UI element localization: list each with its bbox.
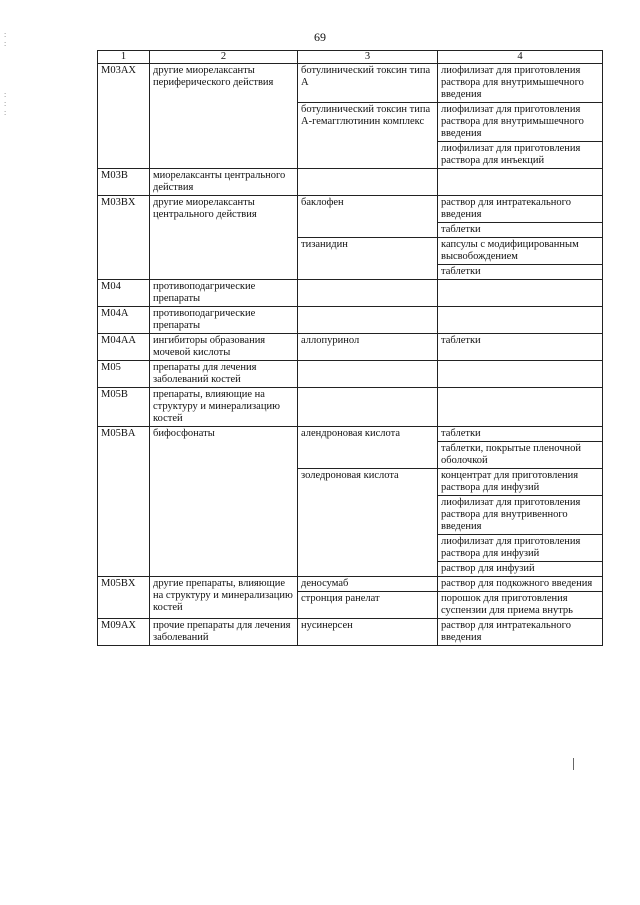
dosage-forms (438, 280, 603, 307)
group-name: прочие препараты для лечения заболеваний (150, 619, 298, 646)
drug-name (298, 361, 438, 388)
group-name: ингибиторы образования мочевой кислоты (150, 334, 298, 361)
drug-name: стронция ранелат (298, 592, 438, 619)
drug-name: баклофен (298, 196, 438, 238)
dosage-form: раствор для интратекального введения (441, 197, 571, 220)
column-header: 1 (98, 51, 150, 64)
dosage-form: лиофилизат для приготовления раствора для внутривенного введения (438, 495, 602, 534)
dosage-forms (438, 592, 603, 619)
group-name: препараты для лечения заболеваний костей (150, 361, 298, 388)
dosage-forms (438, 619, 603, 646)
atc-code: M05 (98, 361, 150, 388)
table-row (98, 334, 603, 361)
drug-name: алендроновая кислота (298, 427, 438, 469)
column-header: 3 (298, 51, 438, 64)
drug-name: деносумаб (298, 577, 438, 592)
dosage-form: порошок для приготовления суспензии для приема внутрь (441, 593, 573, 616)
dosage-forms (438, 388, 603, 427)
table-row (98, 64, 603, 103)
atc-code: M04AA (98, 334, 150, 361)
dosage-forms (438, 64, 603, 103)
drug-name (298, 169, 438, 196)
dosage-forms (438, 196, 603, 238)
dosage-form: таблетки (441, 428, 481, 439)
drug-name: нусинерсен (298, 619, 438, 646)
atc-code: M04A (98, 307, 150, 334)
table-row (98, 307, 603, 334)
margin-mark: : : (4, 30, 7, 48)
group-name: противоподагрические препараты (150, 307, 298, 334)
dosage-form: лиофилизат для приготовления раствора для внутримышечного введения (441, 104, 584, 139)
dosage-form: раствор для интратекального введения (441, 620, 571, 643)
dosage-form: таблетки (438, 222, 602, 237)
page-number: 69 (314, 30, 326, 44)
drug-name (298, 280, 438, 307)
atc-code: M05BX (98, 577, 150, 619)
group-name: другие миорелаксанты периферического действия (150, 64, 298, 169)
drug-name (298, 388, 438, 427)
dosage-forms (438, 238, 603, 280)
drug-name (298, 307, 438, 334)
table-row (98, 427, 603, 469)
drug-name: ботулинический токсин типа А (298, 64, 438, 103)
dosage-forms (438, 307, 603, 334)
dosage-form: лиофилизат для приготовления раствора для инфузий (438, 534, 602, 561)
table-row (98, 361, 603, 388)
column-header: 4 (438, 51, 603, 64)
atc-code: M03B (98, 169, 150, 196)
dosage-forms (438, 577, 603, 592)
table-row (98, 196, 603, 238)
table-row (98, 577, 603, 592)
dosage-form: раствор для подкожного введения (441, 578, 593, 589)
dosage-form: капсулы с модифицированным высвобождением (441, 239, 579, 262)
table-row (98, 619, 603, 646)
atc-code: M05BA (98, 427, 150, 577)
group-name: другие миорелаксанты центрального действия (150, 196, 298, 280)
group-name: бифосфонаты (150, 427, 298, 577)
drug-name: аллопуринол (298, 334, 438, 361)
group-name: миорелаксанты центрального действия (150, 169, 298, 196)
drug-name: ботулинический токсин типа А-гемагглютинин комплекс (298, 103, 438, 169)
drug-name: тизанидин (298, 238, 438, 280)
header-row (98, 51, 603, 64)
dosage-form: раствор для инфузий (438, 561, 602, 576)
dosage-form: концентрат для приготовления раствора для инфузий (441, 470, 579, 493)
dosage-form: лиофилизат для приготовления раствора для инъекций (438, 141, 602, 168)
drug-name: золедроновая кислота (298, 469, 438, 577)
dosage-form: таблетки (441, 335, 481, 346)
dosage-form: лиофилизат для приготовления раствора для внутримышечного введения (441, 65, 584, 100)
dosage-forms (438, 169, 603, 196)
dosage-form: таблетки, покрытые пленочной оболочкой (438, 441, 602, 468)
dosage-forms (438, 469, 603, 577)
atc-code: M03AX (98, 64, 150, 169)
dosage-forms (438, 427, 603, 469)
margin-mark: : : : (4, 90, 7, 117)
group-name: противоподагрические препараты (150, 280, 298, 307)
atc-code: M04 (98, 280, 150, 307)
table-row (98, 169, 603, 196)
dosage-forms (438, 361, 603, 388)
column-header: 2 (150, 51, 298, 64)
group-name: другие препараты, влияющие на структуру и минерализацию костей (150, 577, 298, 619)
dosage-form: таблетки (438, 264, 602, 279)
group-name: препараты, влияющие на структуру и минерализацию костей (150, 388, 298, 427)
atc-code: M09AX (98, 619, 150, 646)
atc-code: M03BX (98, 196, 150, 280)
dosage-forms (438, 334, 603, 361)
drug-table (97, 50, 603, 646)
dosage-forms (438, 103, 603, 169)
table-row (98, 388, 603, 427)
margin-mark (573, 758, 574, 770)
table-row (98, 280, 603, 307)
atc-code: M05B (98, 388, 150, 427)
